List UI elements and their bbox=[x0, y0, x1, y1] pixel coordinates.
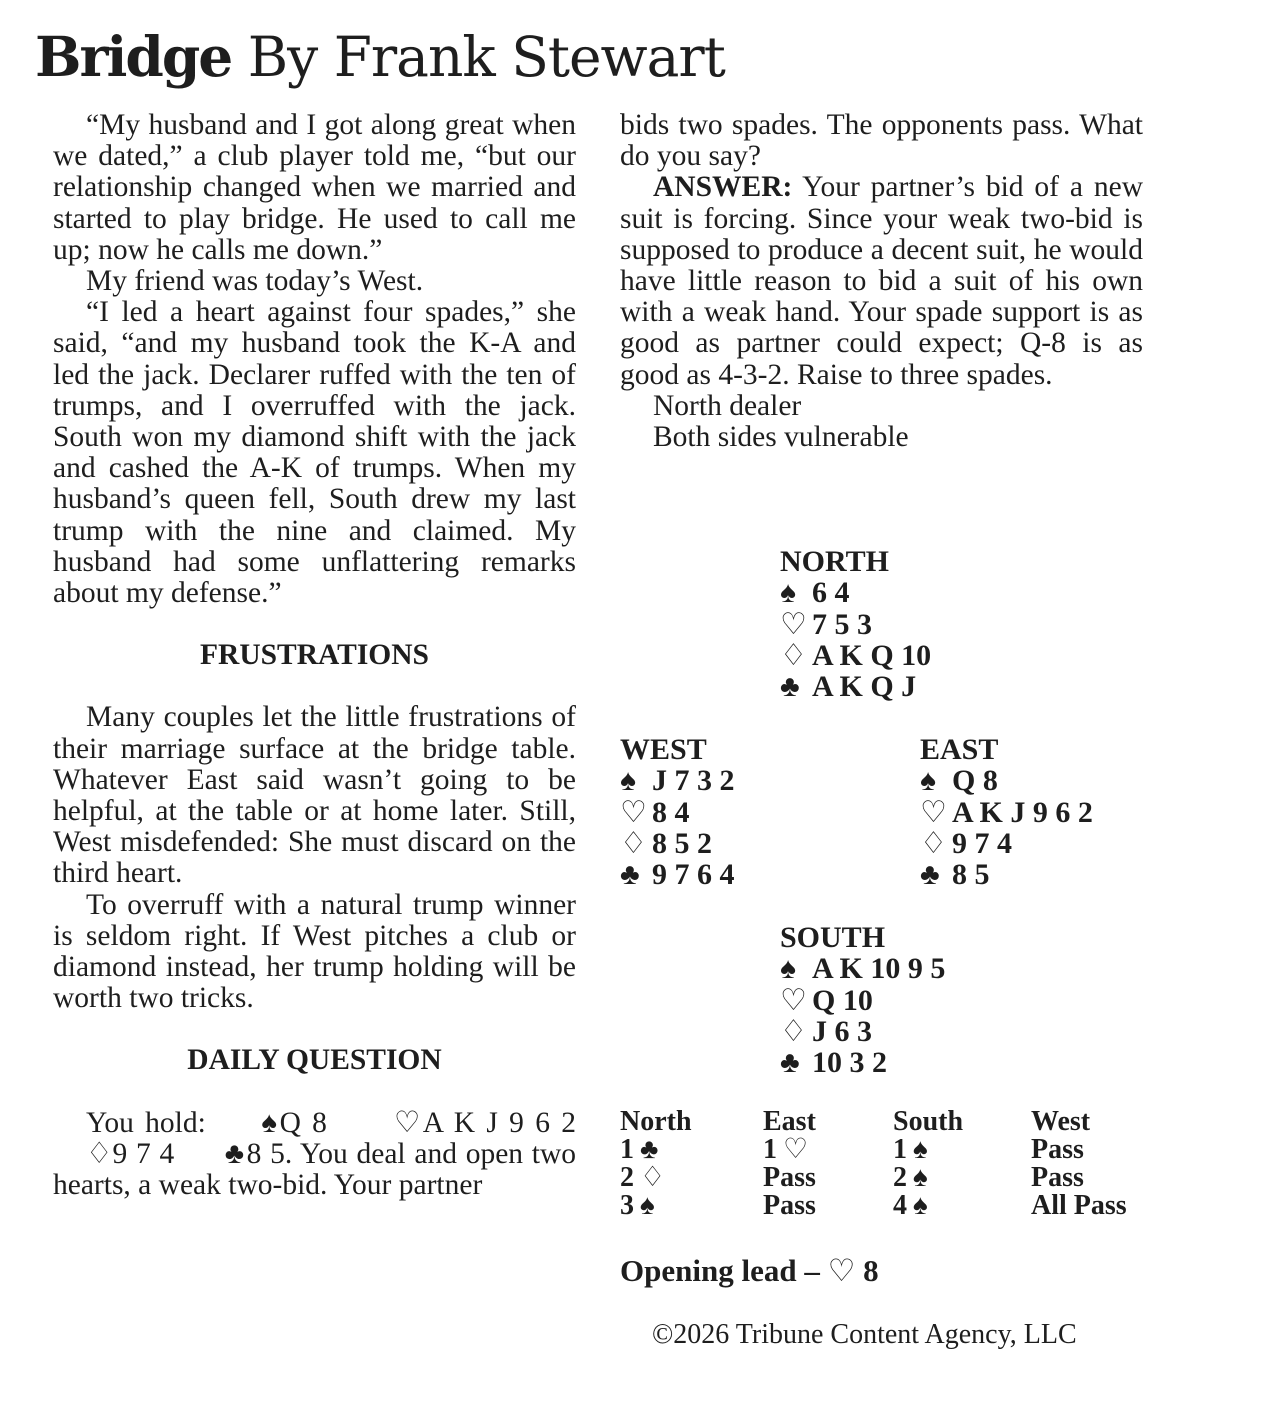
heart-icon: ♡ bbox=[620, 795, 647, 829]
hand-east bbox=[920, 734, 1093, 890]
auction-row bbox=[620, 1164, 1127, 1192]
cards: Q 10 bbox=[812, 983, 873, 1017]
column-header bbox=[35, 22, 725, 92]
spade-icon: ♠ bbox=[913, 1190, 928, 1221]
club-icon: ♣ bbox=[620, 858, 640, 892]
auction-header-row bbox=[620, 1108, 1127, 1136]
spade-icon: ♠ bbox=[640, 1190, 655, 1221]
bid-level: 1 bbox=[893, 1134, 907, 1165]
spade-icon: ♠ bbox=[913, 1134, 928, 1165]
suit-row-clubs bbox=[780, 1047, 945, 1078]
club-icon: ♣ bbox=[780, 670, 800, 704]
auction-header: East bbox=[763, 1106, 816, 1137]
auction-row bbox=[620, 1136, 1127, 1164]
question-hearts: A K J 9 6 2 bbox=[422, 1106, 576, 1139]
left-column bbox=[53, 110, 576, 1201]
auction-bid bbox=[893, 1136, 1031, 1164]
answer-paragraph bbox=[620, 172, 1143, 390]
cards: 8 4 bbox=[652, 795, 690, 829]
cards: A K Q 10 bbox=[812, 638, 932, 672]
dealer-line: North dealer bbox=[653, 389, 802, 422]
heart-icon: ♡ bbox=[783, 1134, 809, 1165]
heart-icon: ♡ bbox=[827, 1253, 856, 1288]
cards: 10 3 2 bbox=[812, 1046, 887, 1080]
answer-label: ANSWER: bbox=[653, 171, 793, 204]
suit-row-hearts bbox=[780, 609, 931, 640]
hand-name: NORTH bbox=[780, 545, 889, 578]
right-column bbox=[620, 110, 1143, 453]
suit-row-diamonds bbox=[780, 640, 931, 671]
club-icon: ♣ bbox=[224, 1137, 245, 1170]
paragraph: “I led a heart against four spades,” she said, “and my husband took the K-A and led the jack. Declarer ruffed with the ten of trumps, and I overruffed with the jack. South won my diamond shift with the jack and cashed the A-K of trumps. When my husband’s queen fell, South drew my last trump with the nine and claimed. My husband had some unflattering remarks about my defense.” bbox=[53, 296, 576, 610]
auction-bid bbox=[620, 1164, 763, 1192]
suit-row-spades bbox=[780, 953, 945, 984]
auction-header: North bbox=[620, 1106, 692, 1137]
auction-bid bbox=[893, 1192, 1031, 1220]
hand-name: EAST bbox=[920, 733, 999, 766]
heart-icon: ♡ bbox=[393, 1106, 421, 1139]
suit-row-clubs bbox=[780, 671, 931, 702]
diamond-icon: ♢ bbox=[920, 826, 947, 860]
suit-row-spades bbox=[780, 577, 931, 608]
suit-row-clubs bbox=[920, 859, 1093, 890]
auction-header: South bbox=[893, 1106, 964, 1137]
auction-bid bbox=[763, 1192, 893, 1220]
diamond-icon: ♢ bbox=[86, 1137, 113, 1170]
auction-bid bbox=[620, 1136, 763, 1164]
copyright: ©2026 Tribune Content Agency, LLC bbox=[652, 1319, 1077, 1350]
paragraph: Many couples let the little frustrations of their marriage surface at the bridge table. Whatever East said wasn’t going to be helpful, at the table or at home later. Still, West misdefended: She must discard on the third heart. bbox=[53, 701, 576, 890]
cards: A K J 9 6 2 bbox=[952, 795, 1093, 829]
auction-bid bbox=[1031, 1136, 1127, 1164]
auction-bid bbox=[1031, 1192, 1127, 1220]
paragraph: My friend was today’s West. bbox=[86, 265, 424, 298]
bid-level: 1 bbox=[763, 1134, 777, 1165]
suit-row-diamonds bbox=[620, 828, 735, 859]
paragraph: To overruff with a natural trump winner is seldom right. If West pitches a club or diamond instead, her trump holding will be worth two tricks. bbox=[53, 888, 576, 1015]
club-icon: ♣ bbox=[640, 1134, 659, 1165]
cards: 7 5 3 bbox=[812, 607, 872, 641]
paragraph: bids two spades. The opponents pass. What do you say? bbox=[620, 109, 1143, 173]
heart-icon: ♡ bbox=[780, 607, 807, 641]
bid-text: Pass bbox=[1031, 1162, 1084, 1193]
bid-level: 4 bbox=[893, 1190, 907, 1221]
opening-lead bbox=[620, 1253, 879, 1289]
auction-bid bbox=[893, 1164, 1031, 1192]
suit-row-hearts bbox=[620, 797, 735, 828]
hand-south bbox=[780, 922, 945, 1078]
cards: A K 10 9 5 bbox=[812, 952, 946, 986]
hand-name: WEST bbox=[620, 733, 707, 766]
bid-level: 2 bbox=[620, 1162, 634, 1193]
suit-row-hearts bbox=[780, 985, 945, 1016]
suit-row-hearts bbox=[920, 797, 1093, 828]
spade-icon: ♠ bbox=[920, 764, 936, 798]
section-heading-frustrations: FRUSTRATIONS bbox=[200, 639, 429, 672]
auction-header: West bbox=[1031, 1106, 1091, 1137]
suit-row-clubs bbox=[620, 859, 735, 890]
hand-north bbox=[780, 546, 931, 702]
column-title: Bridge bbox=[35, 24, 232, 89]
question-clubs: 8 5. bbox=[246, 1137, 293, 1170]
question-spades: Q 8 bbox=[279, 1106, 327, 1139]
auction-bid bbox=[620, 1192, 763, 1220]
question-prefix: You hold: bbox=[86, 1106, 206, 1139]
opening-lead-label: Opening lead – bbox=[620, 1253, 820, 1288]
cards: 9 7 6 4 bbox=[652, 858, 735, 892]
bid-level: 1 bbox=[620, 1134, 634, 1165]
bid-text: Pass bbox=[763, 1190, 816, 1221]
bid-text: Pass bbox=[1031, 1134, 1084, 1165]
heart-icon: ♡ bbox=[920, 795, 947, 829]
cards: Q 8 bbox=[952, 764, 998, 798]
spade-icon: ♠ bbox=[780, 576, 796, 610]
auction-bid bbox=[763, 1136, 893, 1164]
byline: By Frank Stewart bbox=[247, 25, 725, 89]
heart-icon: ♡ bbox=[780, 983, 807, 1017]
section-heading-daily-question: DAILY QUESTION bbox=[187, 1044, 442, 1077]
vulnerability-line: Both sides vulnerable bbox=[653, 421, 909, 454]
auction-row bbox=[620, 1192, 1127, 1220]
suit-row-spades bbox=[920, 765, 1093, 796]
auction-bid bbox=[1031, 1164, 1127, 1192]
spade-icon: ♠ bbox=[261, 1106, 278, 1139]
answer-text: Your partner’s bid of a new suit is forcing. Since your weak two-bid is supposed to produce a decent suit, he would have little reason to bid a suit of his own with a weak hand. Your spade support is as good as partner could expect; Q-8 is as good as 4-3-2. Raise to three spades. bbox=[620, 171, 1144, 391]
question-rest: You deal and open two hearts, a weak two-bid. Your partner bbox=[53, 1137, 577, 1202]
diamond-icon: ♢ bbox=[780, 638, 807, 672]
bid-text: Pass bbox=[763, 1162, 816, 1193]
bid-text: All Pass bbox=[1031, 1190, 1127, 1221]
club-icon: ♣ bbox=[920, 858, 940, 892]
diamond-icon: ♢ bbox=[620, 826, 647, 860]
cards: 8 5 bbox=[952, 858, 990, 892]
spade-icon: ♠ bbox=[913, 1162, 928, 1193]
diamond-icon: ♢ bbox=[640, 1162, 666, 1193]
spade-icon: ♠ bbox=[620, 764, 636, 798]
question-diamonds: 9 7 4 bbox=[112, 1137, 175, 1170]
daily-question-paragraph bbox=[53, 1108, 576, 1202]
hand-name: SOUTH bbox=[780, 921, 886, 954]
paragraph: “My husband and I got along great when we dated,” a club player told me, “but our relationship changed when we married and started to play bridge. He used to call me up; now he calls me down.” bbox=[53, 109, 576, 266]
suit-row-diamonds bbox=[920, 828, 1093, 859]
cards: A K Q J bbox=[812, 670, 917, 704]
cards: 6 4 bbox=[812, 576, 850, 610]
auction-table bbox=[620, 1108, 1127, 1220]
diamond-icon: ♢ bbox=[780, 1014, 807, 1048]
opening-lead-card: 8 bbox=[863, 1253, 879, 1288]
bid-level: 2 bbox=[893, 1162, 907, 1193]
cards: 8 5 2 bbox=[652, 826, 712, 860]
suit-row-diamonds bbox=[780, 1016, 945, 1047]
auction-bid bbox=[763, 1164, 893, 1192]
cards: J 6 3 bbox=[812, 1014, 872, 1048]
cards: 9 7 4 bbox=[952, 826, 1012, 860]
hand-west bbox=[620, 734, 735, 890]
club-icon: ♣ bbox=[780, 1046, 800, 1080]
cards: J 7 3 2 bbox=[652, 764, 735, 798]
bid-level: 3 bbox=[620, 1190, 634, 1221]
spade-icon: ♠ bbox=[780, 952, 796, 986]
suit-row-spades bbox=[620, 765, 735, 796]
